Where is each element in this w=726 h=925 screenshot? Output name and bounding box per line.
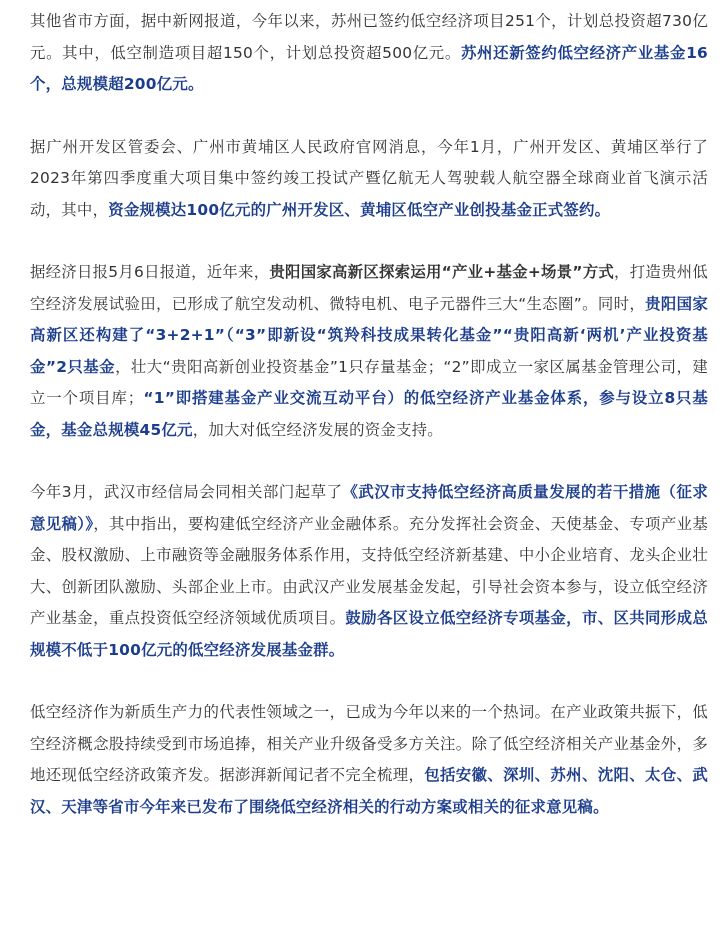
paragraph-text: ，壮大“贵阳高新创业投资基金”1只存量基金；“2”即成立一家区属基金管理公司，建立一个项目库； xyxy=(30,357,708,407)
paragraph-text: 据经济日报5月6日报道，近年来， xyxy=(30,263,270,281)
bold-text: 贵阳国家高新区探索运用“产业+基金+场景”方式 xyxy=(269,263,615,281)
highlight-text: 苏州还新签约低空经济产业基金16个，总规模超200亿元。 xyxy=(30,43,708,93)
paragraph-summary xyxy=(30,697,708,823)
paragraph-suzhou xyxy=(30,6,708,101)
highlight-text: 贵阳国家高新区还构建了“3+2+1”（“3”即新设“筑羚科技成果转化基金”“贵阳高新‘两机’产业投资基金”2只基金 xyxy=(30,294,708,376)
highlight-text: 资金规模达100亿元的广州开发区、黄埔区低空产业创投基金正式签约。 xyxy=(108,200,611,219)
highlight-text: “1”即搭建基金产业交流互动平台）的低空经济产业基金体系，参与设立8只基金，基金总规模45亿元 xyxy=(30,389,708,439)
paragraph-text: ，其中指出，要构建低空经济产业金融体系。充分发挥社会资金、天使基金、专项产业基金、股权激励、上市融资等金融服务体系作用，支持低空经济新基建、中小企业培育、龙头企业壮大、创新团队激励、头部企业上市。由武汉产业发展基金发起，引导社会资本参与，设立低空经济产业基金，重点投资低空经济领域优质项目。 xyxy=(30,514,708,627)
paragraph-guangzhou xyxy=(30,132,708,227)
document-title-link: 《武汉市支持低空经济高质量发展的若干措施（征求意见稿）》 xyxy=(30,483,708,533)
paragraph-text: 据广州开发区管委会、广州市黄埔区人民政府官网消息，今年1月，广州开发区、黄埔区举行了2023年第四季度重大项目集中签约竣工投试产暨亿航无人驾驶载人航空器全球商业首飞演示活动，其中， xyxy=(30,137,708,219)
paragraph-text: 低空经济作为新质生产力的代表性领域之一，已成为今年以来的一个热词。在产业政策共振下，低空经济概念股持续受到市场追捧，相关产业升级备受多方关注。除了低空经济相关产业基金外，多地还现低空经济政策齐发。据澎湃新闻记者不完全梳理， xyxy=(30,703,708,784)
paragraph-guiyang xyxy=(30,257,708,446)
highlight-text: 包括安徽、深圳、苏州、沈阳、太仓、武汉、天津等省市今年来已发布了围绕低空经济相关的行动方案或相关的征求意见稿。 xyxy=(30,766,708,816)
paragraph-text: 其他省市方面，据中新网报道，今年以来，苏州已签约低空经济项目251个，计划总投资超730亿元。其中，低空制造项目超150个，计划总投资超500亿元。 xyxy=(30,12,708,62)
paragraph-text: ，打造贵州低空经济发展试验田，已形成了航空发动机、微特电机、电子元器件三大“生态圈”。同时， xyxy=(30,263,708,313)
paragraph-text: ，加大对低空经济发展的资金支持。 xyxy=(192,420,443,439)
paragraph-text: 今年3月，武汉市经信局会同相关部门起草了 xyxy=(30,483,343,501)
highlight-text: 鼓励各区设立低空经济专项基金，市、区共同形成总规模不低于100亿元的低空经济发展基金群。 xyxy=(30,609,708,659)
paragraph-wuhan xyxy=(30,477,708,666)
